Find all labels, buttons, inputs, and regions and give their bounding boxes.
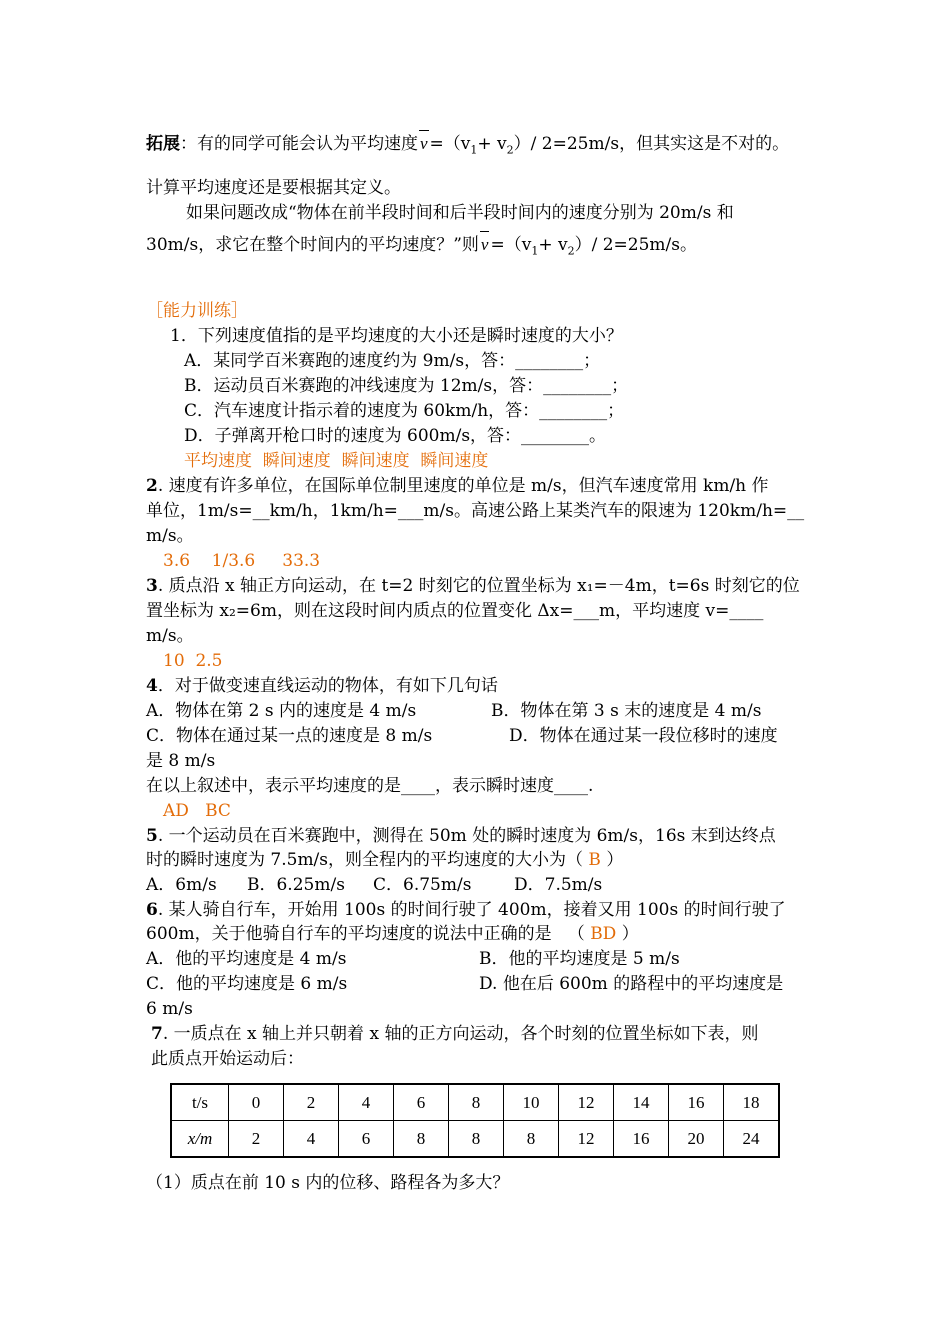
table-cell: 8 [449,1121,504,1158]
table-cell: 2 [229,1121,284,1158]
q6-option-c: C．他的平均速度是 6 m/s [146,974,348,994]
q4-tail: 在以上叙述中，表示平均速度的是____，表示瞬时速度____. [146,776,594,796]
q5-option-b: B．6.25m/s [247,875,345,895]
table-header-cell: t/s [171,1084,229,1121]
q6-option-b: B．他的平均速度是 5 m/s [479,949,680,969]
q1-option-a: A．某同学百米赛跑的速度约为 9m/s，答：________； [184,351,601,371]
q4-answer: AD BC [163,801,231,821]
table-cell: 2 [284,1084,339,1121]
q3-line-2: 置坐标为 x₂=6m，则在这段时间内质点的位置变化 Δx=___m，平均速度 v=____ [146,601,764,621]
average-velocity-symbol: v [418,132,430,156]
q7-subquestion-1: （1）质点在前 10 s 内的位移、路程各为多大？ [146,1173,510,1193]
q1-answer: 平均速度 瞬间速度 瞬间速度 瞬间速度 [184,451,489,471]
q1-stem: 1．下列速度值指的是平均速度的大小还是瞬时速度的大小？ [170,326,623,346]
table-cell: 4 [339,1084,394,1121]
table-cell: 24 [724,1121,780,1158]
q3-line-3: m/s。 [146,626,194,646]
q4-option-d: D．物体在通过某一段位移时的速度 [509,726,778,746]
q6-line-1: 6. 某人骑自行车，开始用 100s 的时间行驶了 400m，接着又用 100s 的时间行驶了 [146,900,786,920]
q1-option-d: D．子弹离开枪口时的速度为 600m/s，答：________。 [184,426,607,446]
table-cell: 16 [614,1121,669,1158]
table-cell: 20 [669,1121,724,1158]
q4-stem: 4．对于做变速直线运动的物体，有如下几句话 [146,676,498,696]
q3-line-1: 3. 质点沿 x 轴正方向运动，在 t=2 时刻它的位置坐标为 x₁=－4m，t=6s 时刻它的位 [146,576,800,596]
q1-option-b: B．运动员百米赛跑的冲线速度为 12m/s，答：________； [184,376,629,396]
table-header-cell: x/m [171,1121,229,1158]
table-cell: 10 [504,1084,559,1121]
q5-option-a: A．6m/s [146,875,217,895]
q7-line-1: 7. 一质点在 x 轴上并只朝着 x 轴的正方向运动，各个时刻的位置坐标如下表，则 [151,1024,759,1044]
table-cell: 8 [394,1121,449,1158]
q6-answer: BD [590,924,617,944]
table-cell: 14 [614,1084,669,1121]
table-cell: 12 [559,1084,614,1121]
table-cell: 6 [339,1121,394,1158]
q4-option-b: B．物体在第 3 s 末的速度是 4 m/s [491,701,762,721]
table-cell: 16 [669,1084,724,1121]
table-cell: 6 [394,1084,449,1121]
table-row [171,1121,779,1158]
q4-option-d-cont: 是 8 m/s [146,751,216,771]
q6-option-d-cont: 6 m/s [146,999,193,1019]
q2-line-3: m/s。 [146,526,194,546]
q1-option-c: C．汽车速度计指示着的速度为 60km/h，答：________； [184,401,625,421]
q4-option-a: A．物体在第 2 s 内的速度是 4 m/s [146,701,417,721]
table-cell: 0 [229,1084,284,1121]
extension-line-4: 30m/s，求它在整个时间内的平均速度？”则 $v =(v_1+ v_2)/$ 2=25m/s。 [146,235,697,258]
q5-option-c: C．6.75m/s [373,875,472,895]
q3-answer: 10 2.5 [163,651,223,671]
q4-option-c: C．物体在通过某一点的速度是 8 m/s [146,726,433,746]
extension-line-1: 拓展：有的同学可能会认为平均速度 $v =(v_1+ v_2)/$ 2=25m/s，但其实这是不对的。 [146,134,790,157]
q5-line-2: 时的瞬时速度为 7.5m/s，则全程内的平均速度的大小为（ B ） [146,850,624,870]
position-table [170,1083,780,1158]
q5-option-d: D．7.5m/s [514,875,603,895]
q6-option-a: A．他的平均速度是 4 m/s [146,949,347,969]
extension-line-2: 计算平均速度还是要根据其定义。 [146,178,401,198]
table-row [171,1084,779,1121]
q5-line-1: 5. 一个运动员在百米赛跑中，测得在 50m 处的瞬时速度为 6m/s，16s 末到达终点 [146,826,776,846]
extension-label: 拓展 [146,134,180,154]
q2-answer: 3.6 1/3.6 33.3 [163,551,321,571]
q2-line-1: 2. 速度有许多单位，在国际单位制里速度的单位是 m/s，但汽车速度常用 km/h 作 [146,476,769,496]
q6-line-2: 600m，关于他骑自行车的平均速度的说法中正确的是 （ BD ） [146,924,639,944]
q2-line-2: 单位，1m/s=__km/h，1km/h=___m/s。高速公路上某类汽车的限速为 120km/h=__ [146,501,805,521]
q6-option-d: D. 他在后 600m 的路程中的平均速度是 [479,974,784,994]
table-cell: 12 [559,1121,614,1158]
table-cell: 18 [724,1084,780,1121]
q5-answer: B [588,850,601,870]
section-heading: ［能力训练］ [146,301,248,321]
extension-line-3: 如果问题改成“物体在前半段时间和后半段时间内的速度分别为 20m/s 和 [186,203,734,223]
table-cell: 4 [284,1121,339,1158]
average-velocity-symbol-2: v [479,233,491,257]
table-cell: 8 [449,1084,504,1121]
q7-line-2: 此质点开始运动后： [151,1049,304,1069]
table-cell: 8 [504,1121,559,1158]
